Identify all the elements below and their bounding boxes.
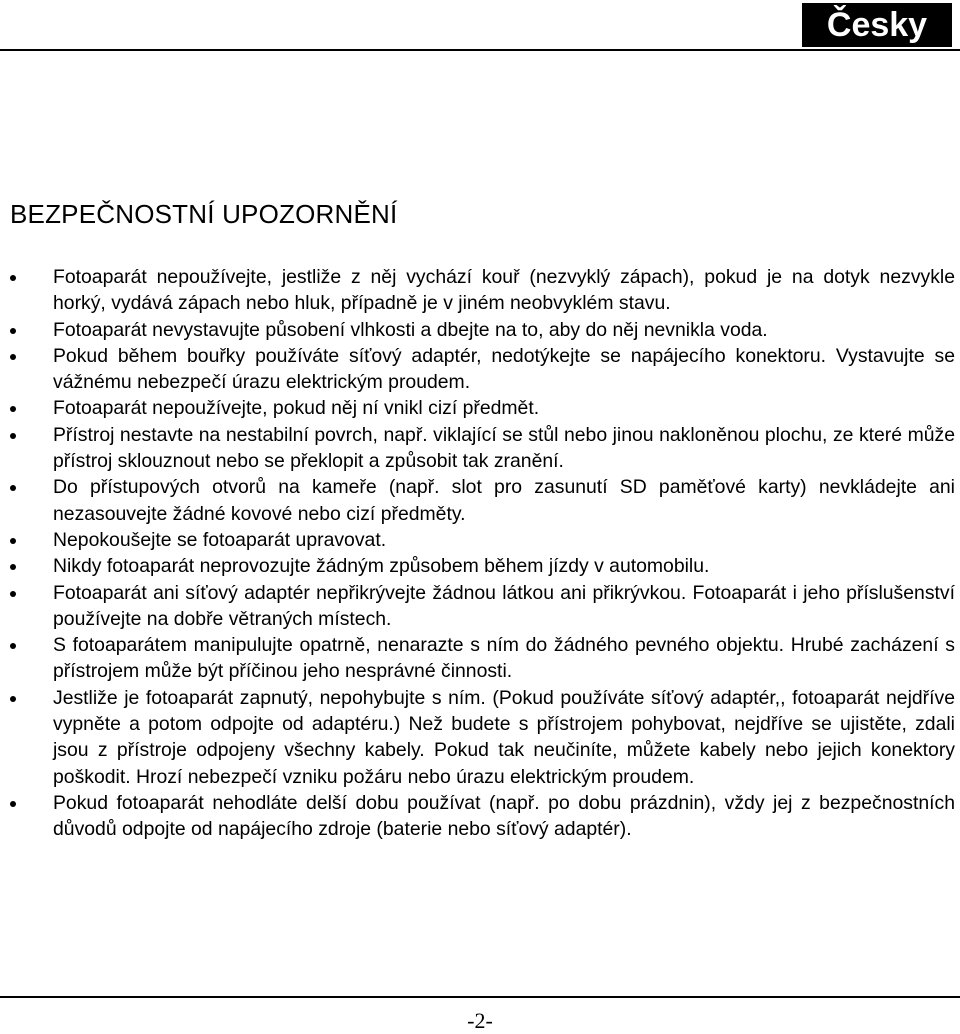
list-item: [0, 685, 960, 790]
list-item: [0, 632, 960, 685]
list-item: [0, 317, 960, 343]
list-item: [0, 474, 960, 527]
warning-text: Fotoaparát nepoužívejte, pokud něj ní vnikl cizí předmět.: [53, 397, 540, 420]
warning-text: Přístroj nestavte na nestabilní povrch, např. viklající se stůl nebo jinou nakloněnou plochu, ze které může přístroj sklouznout nebo se překlopit a způsobit tak zranění.: [53, 423, 955, 473]
bullet-icon: [10, 538, 16, 544]
list-item: [0, 264, 960, 317]
list-item: [0, 343, 960, 396]
warning-text: Jestliže je fotoaparát zapnutý, nepohybujte s ním. (Pokud používáte síťový adaptér,, fotoaparát nejdříve vypněte a potom odpojte od adaptéru.) Než budete s přístrojem pohybovat, nejdříve se ujistěte, zdali jsou z přístroje odpojeny všechny kabely. Pokud tak neučiníte, můžete kabely nebo jejich konektory poškodit. Hrozí nebezpečí vzniku požáru nebo úrazu elektrickým proudem.: [53, 686, 955, 788]
bullet-icon: [10, 328, 16, 334]
warning-text: Do přístupových otvorů na kameře (např. slot pro zasunutí SD paměťové karty) nevkládejte ani nezasouvejte žádné kovové nebo cizí předměty.: [53, 476, 955, 525]
bullet-icon: [10, 485, 16, 491]
bullet-icon: [10, 275, 16, 281]
bullet-icon: [10, 406, 16, 412]
page-number: -2-: [467, 1008, 493, 1033]
warning-text: Pokud fotoaparát nehodláte delší dobu používat (např. po dobu prázdnin), vždy jej z bezpečnostních důvodů odpojte od napájecího zdroje (baterie nebo síťový adaptér).: [53, 791, 955, 841]
list-item: [0, 580, 960, 633]
warning-text: Nepokoušejte se fotoaparát upravovat.: [53, 528, 387, 551]
warning-text: Fotoaparát nevystavujte působení vlhkosti a dbejte na to, aby do něj nevnikla voda.: [53, 318, 768, 341]
warning-text: Nikdy fotoaparát neprovozujte žádným způsobem během jízdy v automobilu.: [53, 555, 710, 578]
warning-text: Fotoaparát nepoužívejte, jestliže z něj vychází kouř (nezvyklý zápach), pokud je na dotyk nezvykle horký, vydává zápach nebo hluk, případně je v jiném neobvyklém stavu.: [53, 266, 955, 315]
bullet-icon: [10, 696, 16, 702]
header-divider: [0, 49, 960, 51]
list-item: [0, 527, 960, 553]
footer-divider: [0, 996, 960, 998]
bullet-icon: [10, 801, 16, 807]
list-item: [0, 422, 960, 475]
bullet-icon: [10, 354, 16, 360]
bullet-icon: [10, 564, 16, 570]
list-item: [0, 395, 960, 421]
section-title: BEZPEČNOSTNÍ UPOZORNĚNÍ: [10, 199, 398, 229]
bullet-icon: [10, 433, 16, 439]
list-item: [0, 790, 960, 843]
safety-warnings-list: [0, 264, 960, 843]
bullet-icon: [10, 591, 16, 597]
warning-text: S fotoaparátem manipulujte opatrně, nenarazte s ním do žádného pevného objektu. Hrubé zacházení s přístrojem může být příčinou jeho nesprávné činnosti.: [53, 634, 955, 683]
warning-text: Pokud během bouřky používáte síťový adaptér, nedotýkejte se napájecího konektoru. Vystavujte se vážnému nebezpečí úrazu elektrickým proudem.: [53, 344, 955, 394]
bullet-icon: [10, 643, 16, 649]
list-item: [0, 553, 960, 579]
language-badge: Česky: [802, 3, 952, 47]
warning-text: Fotoaparát ani síťový adaptér nepřikrývejte žádnou látkou ani přikrývkou. Fotoaparát i jeho příslušenství používejte na dobře větraných místech.: [53, 581, 955, 630]
